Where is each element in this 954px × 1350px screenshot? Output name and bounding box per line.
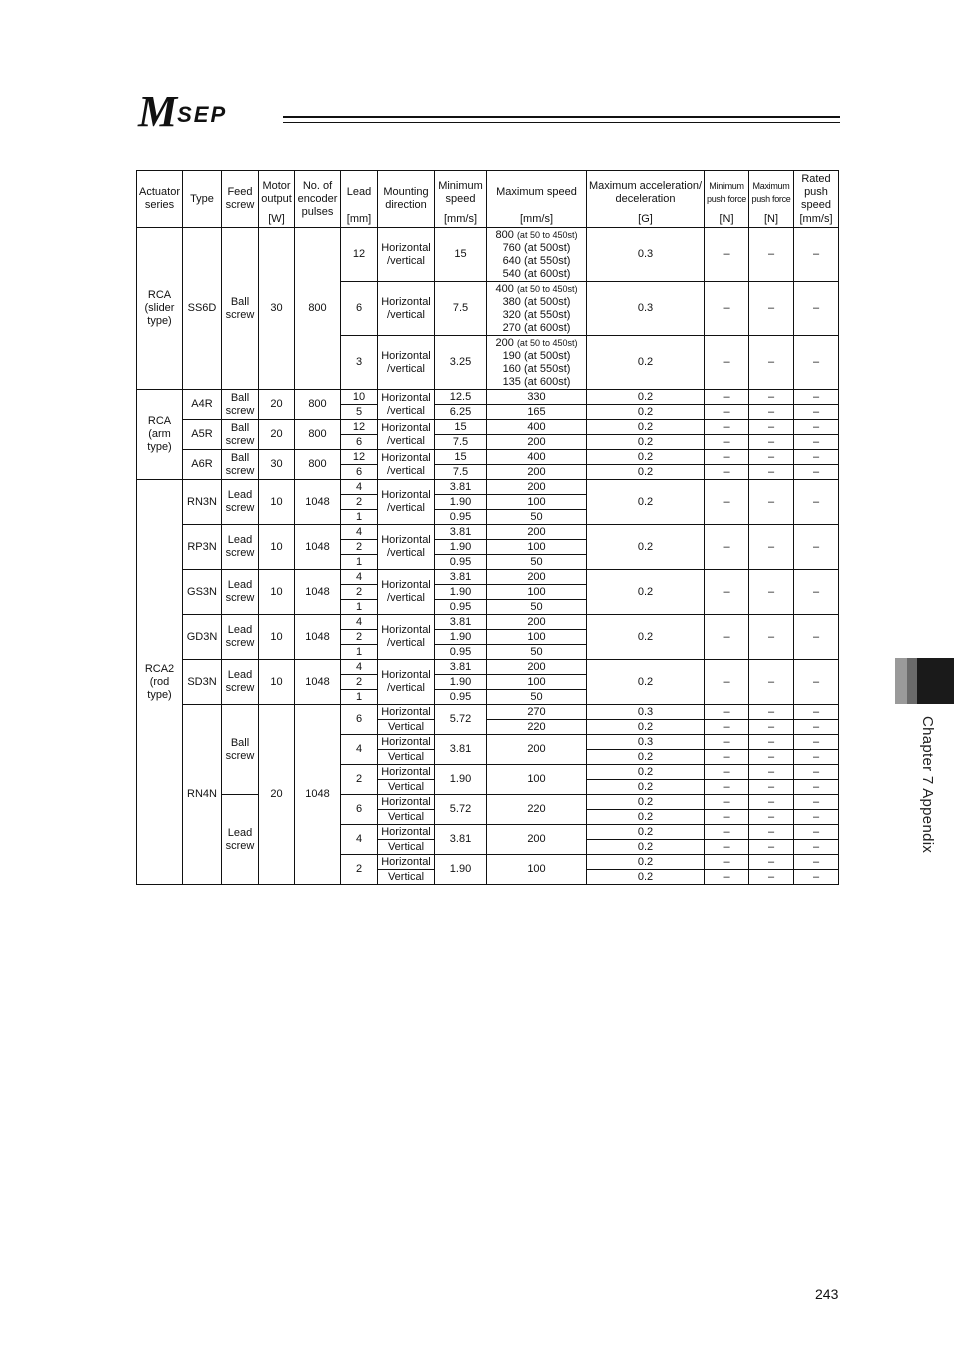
lead-cell: 4 bbox=[341, 615, 378, 630]
max-speed-cell: 400 bbox=[487, 420, 587, 435]
lead-cell: 4 bbox=[341, 825, 378, 855]
push-dash-cell: – bbox=[749, 615, 794, 660]
accel-cell: 0.2 bbox=[587, 765, 705, 780]
lead-cell: 2 bbox=[341, 630, 378, 645]
type-cell: RN3N bbox=[183, 480, 222, 525]
accel-cell: 0.2 bbox=[587, 855, 705, 870]
col-min-push: Minimum push force [N] bbox=[705, 171, 749, 228]
lead-cell: 1 bbox=[341, 690, 378, 705]
push-dash-cell: – bbox=[794, 450, 839, 465]
max-speed-cell: 50 bbox=[487, 690, 587, 705]
push-dash-cell: – bbox=[794, 735, 839, 750]
push-dash-cell: – bbox=[749, 525, 794, 570]
push-dash-cell: – bbox=[705, 435, 749, 450]
min-speed-cell: 6.25 bbox=[435, 405, 487, 420]
push-dash-cell: – bbox=[794, 810, 839, 825]
push-dash-cell: – bbox=[749, 735, 794, 750]
mount-cell: Horizontal bbox=[378, 855, 435, 870]
min-speed-cell: 3.81 bbox=[435, 615, 487, 630]
max-speed-cell: 50 bbox=[487, 555, 587, 570]
min-speed-cell: 1.90 bbox=[435, 495, 487, 510]
mount-cell: Horizontal bbox=[378, 825, 435, 840]
lead-cell: 4 bbox=[341, 735, 378, 765]
actuator-spec-table bbox=[136, 170, 839, 885]
min-speed-cell: 12.5 bbox=[435, 390, 487, 405]
mount-cell: Horizontal bbox=[378, 705, 435, 720]
push-dash-cell: – bbox=[705, 855, 749, 870]
lead-cell: 6 bbox=[341, 435, 378, 450]
push-dash-cell: – bbox=[705, 615, 749, 660]
max-speed-cell: 200 bbox=[487, 435, 587, 450]
chapter-tab-mid bbox=[907, 658, 917, 704]
mount-cell: Vertical bbox=[378, 720, 435, 735]
arm-row bbox=[137, 450, 839, 465]
max-speed-cell: 800 (at 50 to 450st) 760 (at 500st) 640 (at 550st) 540 (at 600st) bbox=[487, 228, 587, 282]
push-dash-cell: – bbox=[705, 405, 749, 420]
push-dash-cell: – bbox=[794, 795, 839, 810]
lead-cell: 6 bbox=[341, 282, 378, 336]
max-speed-cell: 100 bbox=[487, 765, 587, 795]
feed-cell: Ball screw bbox=[222, 390, 259, 420]
encoder-cell: 800 bbox=[295, 450, 341, 480]
accel-cell: 0.2 bbox=[587, 660, 705, 705]
push-dash-cell: – bbox=[749, 780, 794, 795]
type-cell: A4R bbox=[183, 390, 222, 420]
max-speed-cell: 200 bbox=[487, 525, 587, 540]
max-speed-cell: 200 bbox=[487, 615, 587, 630]
max-speed-cell: 200 bbox=[487, 570, 587, 585]
feed-cell: Lead screw bbox=[222, 525, 259, 570]
lead-cell: 6 bbox=[341, 705, 378, 735]
motor-cell: 20 bbox=[259, 420, 295, 450]
table-header-row bbox=[137, 171, 839, 228]
max-speed-cell: 100 bbox=[487, 585, 587, 600]
push-dash-cell: – bbox=[794, 870, 839, 885]
lead-cell: 3 bbox=[341, 336, 378, 390]
min-speed-cell: 0.95 bbox=[435, 510, 487, 525]
push-dash-cell: – bbox=[705, 525, 749, 570]
min-speed-cell: 1.90 bbox=[435, 855, 487, 885]
accel-cell: 0.2 bbox=[587, 825, 705, 840]
encoder-cell: 1048 bbox=[295, 615, 341, 660]
push-dash-cell: – bbox=[794, 420, 839, 435]
push-dash-cell: – bbox=[705, 765, 749, 780]
push-dash-cell: – bbox=[749, 336, 794, 390]
lead-cell: 10 bbox=[341, 390, 378, 405]
max-speed-cell: 200 bbox=[487, 825, 587, 855]
push-dash-cell: – bbox=[794, 405, 839, 420]
chapter-tab-light bbox=[895, 658, 907, 704]
mount-cell: Horizontal bbox=[378, 735, 435, 750]
type-cell: GS3N bbox=[183, 570, 222, 615]
accel-cell: 0.2 bbox=[587, 615, 705, 660]
lead-cell: 1 bbox=[341, 555, 378, 570]
min-speed-cell: 5.72 bbox=[435, 795, 487, 825]
feed-cell: Lead screw bbox=[222, 660, 259, 705]
mount-cell: Horizontal bbox=[378, 765, 435, 780]
max-speed-cell: 100 bbox=[487, 495, 587, 510]
min-speed-cell: 1.90 bbox=[435, 675, 487, 690]
min-speed-cell: 1.90 bbox=[435, 585, 487, 600]
lead-cell: 4 bbox=[341, 660, 378, 675]
accel-cell: 0.3 bbox=[587, 282, 705, 336]
push-dash-cell: – bbox=[705, 465, 749, 480]
lead-cell: 12 bbox=[341, 420, 378, 435]
logo-sep: SEP bbox=[177, 102, 228, 127]
accel-cell: 0.2 bbox=[587, 570, 705, 615]
min-speed-cell: 0.95 bbox=[435, 555, 487, 570]
arm-row bbox=[137, 390, 839, 405]
feed-cell: Lead screw bbox=[222, 615, 259, 660]
push-dash-cell: – bbox=[749, 795, 794, 810]
accel-cell: 0.2 bbox=[587, 810, 705, 825]
accel-cell: 0.3 bbox=[587, 735, 705, 750]
push-dash-cell: – bbox=[749, 840, 794, 855]
push-dash-cell: – bbox=[705, 282, 749, 336]
motor-cell: 20 bbox=[259, 390, 295, 420]
header-rule-thin bbox=[283, 122, 840, 123]
feed-cell: Ball screw bbox=[222, 420, 259, 450]
mount-cell: Horizontal /vertical bbox=[378, 660, 435, 705]
push-dash-cell: – bbox=[749, 870, 794, 885]
accel-cell: 0.2 bbox=[587, 720, 705, 735]
encoder-cell: 800 bbox=[295, 390, 341, 420]
min-speed-cell: 1.90 bbox=[435, 540, 487, 555]
push-dash-cell: – bbox=[794, 336, 839, 390]
push-dash-cell: – bbox=[705, 390, 749, 405]
lead-cell: 2 bbox=[341, 495, 378, 510]
lead-cell: 2 bbox=[341, 540, 378, 555]
rod-row bbox=[137, 615, 839, 630]
push-dash-cell: – bbox=[705, 840, 749, 855]
series-cell: RCA2 (rod type) bbox=[137, 480, 183, 885]
push-dash-cell: – bbox=[749, 390, 794, 405]
accel-cell: 0.3 bbox=[587, 705, 705, 720]
rod-row bbox=[137, 525, 839, 540]
push-dash-cell: – bbox=[794, 765, 839, 780]
lead-cell: 1 bbox=[341, 510, 378, 525]
max-speed-cell: 270 bbox=[487, 705, 587, 720]
accel-cell: 0.2 bbox=[587, 465, 705, 480]
min-speed-cell: 1.90 bbox=[435, 765, 487, 795]
rn4n-row bbox=[137, 705, 839, 720]
max-speed-cell: 200 bbox=[487, 660, 587, 675]
max-speed-cell: 100 bbox=[487, 630, 587, 645]
push-dash-cell: – bbox=[794, 282, 839, 336]
series-cell: RCA (slider type) bbox=[137, 228, 183, 390]
type-cell: RN4N bbox=[183, 705, 222, 885]
lead-cell: 2 bbox=[341, 855, 378, 885]
encoder-cell: 1048 bbox=[295, 480, 341, 525]
rod-row bbox=[137, 570, 839, 585]
mount-cell: Vertical bbox=[378, 870, 435, 885]
type-cell: A6R bbox=[183, 450, 222, 480]
type-cell: SS6D bbox=[183, 228, 222, 390]
lead-cell: 2 bbox=[341, 765, 378, 795]
min-speed-cell: 7.5 bbox=[435, 282, 487, 336]
motor-cell: 10 bbox=[259, 525, 295, 570]
push-dash-cell: – bbox=[749, 660, 794, 705]
push-dash-cell: – bbox=[794, 228, 839, 282]
accel-cell: 0.2 bbox=[587, 435, 705, 450]
lead-cell: 6 bbox=[341, 795, 378, 825]
mount-cell: Horizontal /vertical bbox=[378, 390, 435, 420]
feed-cell: Ball screw bbox=[222, 450, 259, 480]
feed-cell: Lead screw bbox=[222, 795, 259, 885]
push-dash-cell: – bbox=[794, 660, 839, 705]
mount-cell: Vertical bbox=[378, 810, 435, 825]
push-dash-cell: – bbox=[705, 825, 749, 840]
type-cell: GD3N bbox=[183, 615, 222, 660]
push-dash-cell: – bbox=[749, 825, 794, 840]
max-speed-cell: 200 (at 50 to 450st) 190 (at 500st) 160 (at 550st) 135 (at 600st) bbox=[487, 336, 587, 390]
push-dash-cell: – bbox=[794, 750, 839, 765]
push-dash-cell: – bbox=[749, 420, 794, 435]
col-rated-push: Rated push speed [mm/s] bbox=[794, 171, 839, 228]
push-dash-cell: – bbox=[705, 660, 749, 705]
feed-cell: Lead screw bbox=[222, 480, 259, 525]
mount-cell: Vertical bbox=[378, 750, 435, 765]
mount-cell: Horizontal /vertical bbox=[378, 480, 435, 525]
lead-cell: 12 bbox=[341, 450, 378, 465]
min-speed-cell: 0.95 bbox=[435, 600, 487, 615]
push-dash-cell: – bbox=[749, 228, 794, 282]
lead-cell: 2 bbox=[341, 675, 378, 690]
push-dash-cell: – bbox=[794, 480, 839, 525]
push-dash-cell: – bbox=[794, 855, 839, 870]
min-speed-cell: 3.81 bbox=[435, 660, 487, 675]
push-dash-cell: – bbox=[794, 435, 839, 450]
push-dash-cell: – bbox=[749, 450, 794, 465]
min-speed-cell: 7.5 bbox=[435, 465, 487, 480]
col-accel: Maximum acceleration/ deceleration [G] bbox=[587, 171, 705, 228]
min-speed-cell: 0.95 bbox=[435, 690, 487, 705]
chapter-tab-dark bbox=[917, 658, 954, 704]
push-dash-cell: – bbox=[749, 765, 794, 780]
push-dash-cell: – bbox=[705, 750, 749, 765]
min-speed-cell: 0.95 bbox=[435, 645, 487, 660]
rod-row bbox=[137, 480, 839, 495]
push-dash-cell: – bbox=[794, 525, 839, 570]
max-speed-cell: 50 bbox=[487, 510, 587, 525]
motor-cell: 10 bbox=[259, 660, 295, 705]
push-dash-cell: – bbox=[749, 855, 794, 870]
mount-cell: Horizontal /vertical bbox=[378, 450, 435, 480]
max-speed-cell: 400 bbox=[487, 450, 587, 465]
mount-cell: Horizontal /vertical bbox=[378, 420, 435, 450]
accel-cell: 0.2 bbox=[587, 870, 705, 885]
max-speed-cell: 220 bbox=[487, 795, 587, 825]
max-speed-cell: 200 bbox=[487, 465, 587, 480]
rod-row bbox=[137, 660, 839, 675]
lead-cell: 6 bbox=[341, 465, 378, 480]
push-dash-cell: – bbox=[705, 780, 749, 795]
push-dash-cell: – bbox=[749, 720, 794, 735]
accel-cell: 0.2 bbox=[587, 405, 705, 420]
accel-cell: 0.2 bbox=[587, 480, 705, 525]
encoder-cell: 1048 bbox=[295, 570, 341, 615]
min-speed-cell: 15 bbox=[435, 420, 487, 435]
accel-cell: 0.2 bbox=[587, 840, 705, 855]
lead-cell: 5 bbox=[341, 405, 378, 420]
feed-cell: Ball screw bbox=[222, 705, 259, 795]
max-speed-cell: 50 bbox=[487, 645, 587, 660]
col-feed: Feed screw bbox=[222, 171, 259, 228]
mount-cell: Vertical bbox=[378, 840, 435, 855]
push-dash-cell: – bbox=[705, 420, 749, 435]
min-speed-cell: 5.72 bbox=[435, 705, 487, 735]
push-dash-cell: – bbox=[705, 480, 749, 525]
accel-cell: 0.2 bbox=[587, 336, 705, 390]
push-dash-cell: – bbox=[705, 810, 749, 825]
push-dash-cell: – bbox=[794, 570, 839, 615]
push-dash-cell: – bbox=[705, 228, 749, 282]
mount-cell: Horizontal /vertical bbox=[378, 282, 435, 336]
accel-cell: 0.2 bbox=[587, 795, 705, 810]
max-speed-cell: 330 bbox=[487, 390, 587, 405]
push-dash-cell: – bbox=[749, 750, 794, 765]
max-speed-cell: 200 bbox=[487, 735, 587, 765]
push-dash-cell: – bbox=[749, 282, 794, 336]
series-cell: RCA (arm type) bbox=[137, 390, 183, 480]
accel-cell: 0.2 bbox=[587, 450, 705, 465]
lead-cell: 1 bbox=[341, 645, 378, 660]
col-min-speed: Minimum speed [mm/s] bbox=[435, 171, 487, 228]
logo-m: M bbox=[138, 87, 176, 136]
push-dash-cell: – bbox=[749, 570, 794, 615]
type-cell: SD3N bbox=[183, 660, 222, 705]
min-speed-cell: 3.25 bbox=[435, 336, 487, 390]
min-speed-cell: 15 bbox=[435, 450, 487, 465]
col-series: Actuator series bbox=[137, 171, 183, 228]
feed-cell: Ball screw bbox=[222, 228, 259, 390]
push-dash-cell: – bbox=[794, 705, 839, 720]
col-max-push: Maximum push force [N] bbox=[749, 171, 794, 228]
accel-cell: 0.2 bbox=[587, 420, 705, 435]
motor-cell: 10 bbox=[259, 570, 295, 615]
min-speed-cell: 3.81 bbox=[435, 735, 487, 765]
min-speed-cell: 7.5 bbox=[435, 435, 487, 450]
push-dash-cell: – bbox=[749, 435, 794, 450]
accel-cell: 0.2 bbox=[587, 750, 705, 765]
encoder-cell: 800 bbox=[295, 420, 341, 450]
min-speed-cell: 1.90 bbox=[435, 630, 487, 645]
mount-cell: Horizontal bbox=[378, 795, 435, 810]
motor-cell: 20 bbox=[259, 705, 295, 885]
encoder-cell: 1048 bbox=[295, 660, 341, 705]
min-speed-cell: 3.81 bbox=[435, 480, 487, 495]
min-speed-cell: 15 bbox=[435, 228, 487, 282]
mount-cell: Horizontal /vertical bbox=[378, 615, 435, 660]
push-dash-cell: – bbox=[749, 480, 794, 525]
push-dash-cell: – bbox=[794, 390, 839, 405]
page-number: 243 bbox=[815, 1286, 839, 1302]
arm-row bbox=[137, 420, 839, 435]
push-dash-cell: – bbox=[794, 720, 839, 735]
rn4n-row bbox=[137, 795, 839, 810]
mount-cell: Horizontal /vertical bbox=[378, 228, 435, 282]
push-dash-cell: – bbox=[705, 705, 749, 720]
push-dash-cell: – bbox=[705, 450, 749, 465]
accel-cell: 0.2 bbox=[587, 780, 705, 795]
motor-cell: 30 bbox=[259, 228, 295, 390]
push-dash-cell: – bbox=[749, 705, 794, 720]
col-lead: Lead [mm] bbox=[341, 171, 378, 228]
mount-cell: Horizontal /vertical bbox=[378, 525, 435, 570]
push-dash-cell: – bbox=[705, 720, 749, 735]
max-speed-cell: 165 bbox=[487, 405, 587, 420]
col-motor: Motor output [W] bbox=[259, 171, 295, 228]
min-speed-cell: 3.81 bbox=[435, 525, 487, 540]
encoder-cell: 800 bbox=[295, 228, 341, 390]
accel-cell: 0.2 bbox=[587, 390, 705, 405]
motor-cell: 10 bbox=[259, 615, 295, 660]
max-speed-cell: 100 bbox=[487, 675, 587, 690]
push-dash-cell: – bbox=[705, 795, 749, 810]
type-cell: RP3N bbox=[183, 525, 222, 570]
slider-row bbox=[137, 228, 839, 282]
push-dash-cell: – bbox=[794, 780, 839, 795]
col-max-speed: Maximum speed [mm/s] bbox=[487, 171, 587, 228]
push-dash-cell: – bbox=[794, 615, 839, 660]
push-dash-cell: – bbox=[749, 810, 794, 825]
lead-cell: 1 bbox=[341, 600, 378, 615]
max-speed-cell: 220 bbox=[487, 720, 587, 735]
mount-cell: Vertical bbox=[378, 780, 435, 795]
push-dash-cell: – bbox=[749, 405, 794, 420]
push-dash-cell: – bbox=[794, 840, 839, 855]
push-dash-cell: – bbox=[794, 825, 839, 840]
msep-logo bbox=[138, 87, 228, 136]
max-speed-cell: 100 bbox=[487, 855, 587, 885]
push-dash-cell: – bbox=[705, 336, 749, 390]
accel-cell: 0.3 bbox=[587, 228, 705, 282]
min-speed-cell: 3.81 bbox=[435, 570, 487, 585]
max-speed-cell: 100 bbox=[487, 540, 587, 555]
lead-cell: 4 bbox=[341, 480, 378, 495]
header-rule-thick bbox=[283, 116, 840, 118]
mount-cell: Horizontal /vertical bbox=[378, 336, 435, 390]
lead-cell: 4 bbox=[341, 525, 378, 540]
push-dash-cell: – bbox=[705, 570, 749, 615]
max-speed-cell: 400 (at 50 to 450st) 380 (at 500st) 320 (at 550st) 270 (at 600st) bbox=[487, 282, 587, 336]
lead-cell: 12 bbox=[341, 228, 378, 282]
col-mounting: Mounting direction bbox=[378, 171, 435, 228]
lead-cell: 2 bbox=[341, 585, 378, 600]
push-dash-cell: – bbox=[705, 735, 749, 750]
push-dash-cell: – bbox=[749, 465, 794, 480]
lead-cell: 4 bbox=[341, 570, 378, 585]
accel-cell: 0.2 bbox=[587, 525, 705, 570]
col-type: Type bbox=[183, 171, 222, 228]
mount-cell: Horizontal /vertical bbox=[378, 570, 435, 615]
type-cell: A5R bbox=[183, 420, 222, 450]
encoder-cell: 1048 bbox=[295, 525, 341, 570]
motor-cell: 10 bbox=[259, 480, 295, 525]
encoder-cell: 1048 bbox=[295, 705, 341, 885]
max-speed-cell: 50 bbox=[487, 600, 587, 615]
chapter-label: Chapter 7 Appendix bbox=[919, 716, 936, 854]
motor-cell: 30 bbox=[259, 450, 295, 480]
max-speed-cell: 200 bbox=[487, 480, 587, 495]
col-encoder: No. of encoder pulses bbox=[295, 171, 341, 228]
min-speed-cell: 3.81 bbox=[435, 825, 487, 855]
push-dash-cell: – bbox=[705, 870, 749, 885]
feed-cell: Lead screw bbox=[222, 570, 259, 615]
push-dash-cell: – bbox=[794, 465, 839, 480]
